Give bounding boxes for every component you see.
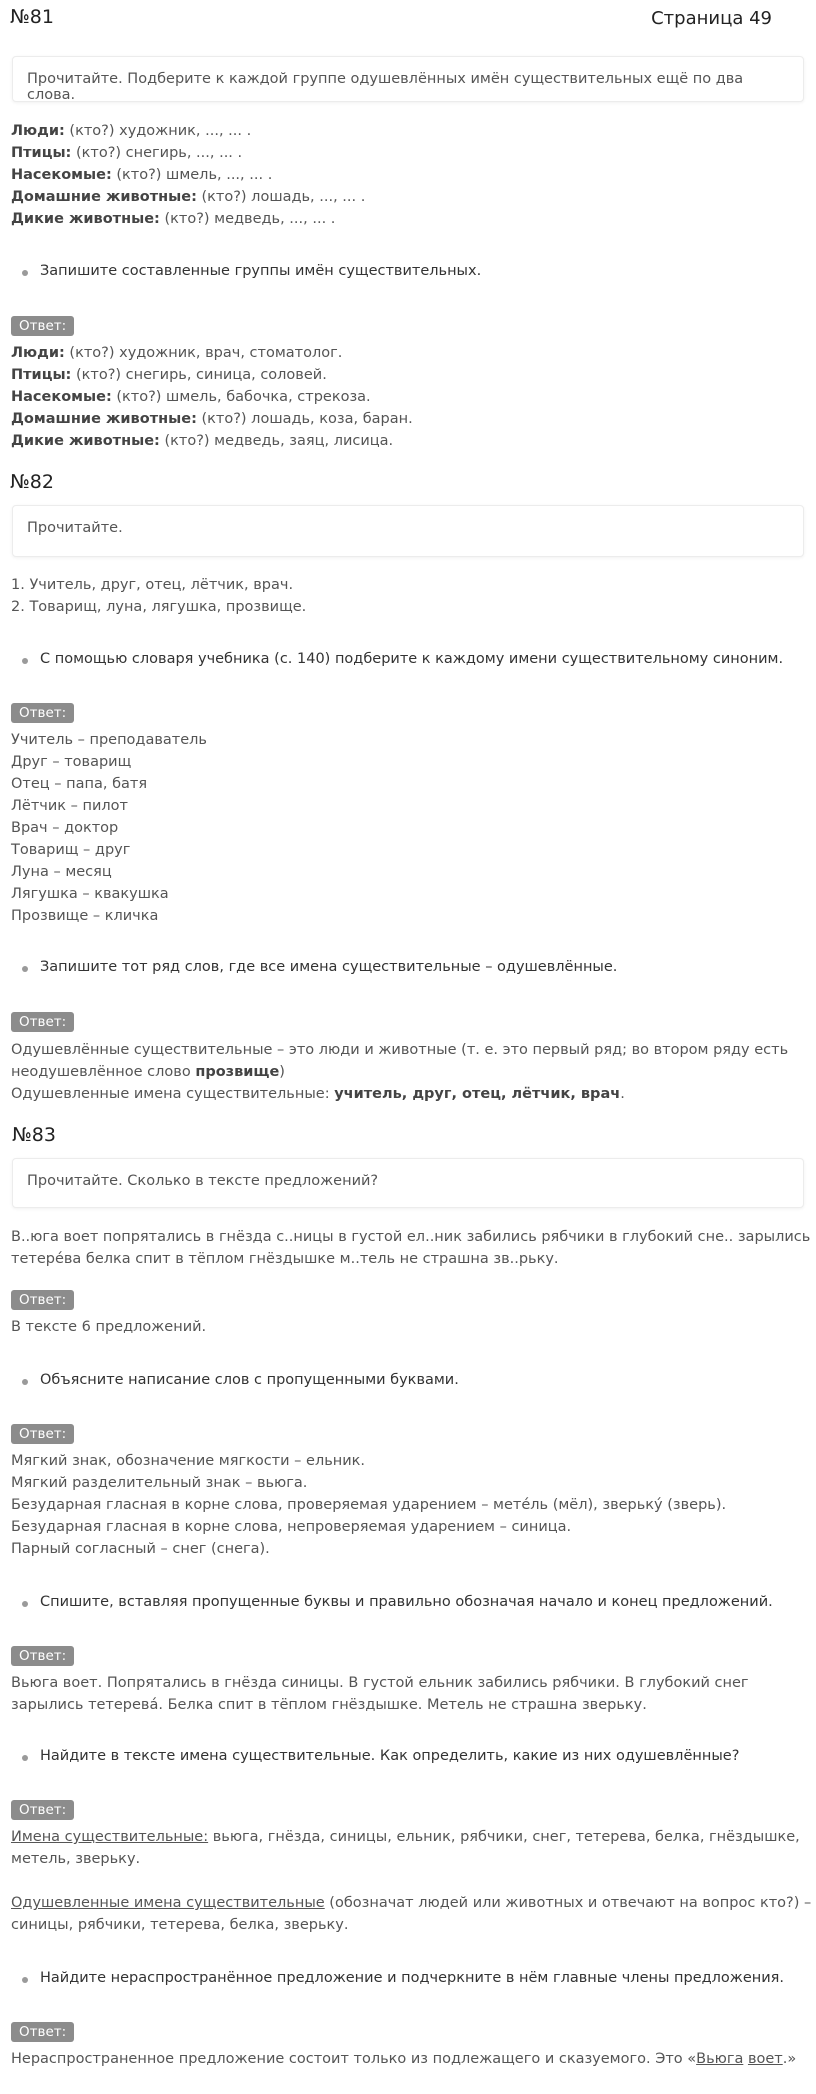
exercise-83-bullet-3: [22, 1748, 739, 1764]
exercise-83-bullet-1: [22, 1372, 459, 1388]
answer-line: Одушевлённые существительные – это люди и животные (т. е. это первый ряд; во втором ряду есть: [11, 1042, 789, 1058]
exercise-81-groups: [11, 120, 806, 230]
text-line: тетере́ва белка спит в тёплом гнёздышке м..тель не страшна зв..рьку.: [11, 1251, 559, 1267]
exercise-82-rows: [11, 574, 806, 618]
answer-line: [11, 386, 806, 408]
group-text: (кто?) снегирь, синица, соловей.: [71, 367, 327, 383]
bullet-text: Найдите нераспространённое предложение и подчеркните в нём главные члены предложения.: [40, 1970, 785, 1986]
word-row: 2. Товарищ, луна, лягушка, прозвище.: [11, 599, 307, 615]
exercise-83-final: [11, 2048, 806, 2070]
explain-line: Мягкий разделительный знак – вьюга.: [11, 1475, 308, 1491]
group-label: Домашние животные:: [11, 189, 197, 205]
group-label: Дикие животные:: [11, 433, 160, 449]
exercise-83-nouns: [11, 1826, 812, 1936]
exercise-81-answer: [11, 342, 806, 452]
group-label: Домашние животные:: [11, 411, 197, 427]
bullet-text: Запишите тот ряд слов, где все имена существительные – одушевлённые.: [40, 959, 618, 975]
explain-line: Мягкий знак, обозначение мягкости – ельник.: [11, 1453, 366, 1469]
animate-line: [11, 1892, 812, 1914]
exercise-82-answer: [11, 1039, 806, 1105]
group-text: (кто?) снегирь, ..., ... .: [71, 145, 243, 161]
text-line: В..юга воет попрятались в гнёзда с..ницы в густой ел..ник забились рябчики в глубокий сне.. зарылись: [11, 1229, 811, 1245]
synonym-line: Учитель – преподаватель: [11, 732, 207, 748]
exercise-82-task: [12, 505, 804, 557]
group-text: (кто?) шмель, бабочка, стрекоза.: [111, 389, 371, 405]
group-text: (кто?) художник, ..., ... .: [64, 123, 252, 139]
word-row: 1. Учитель, друг, отец, лётчик, врач.: [11, 577, 294, 593]
page-number: Страница 49: [651, 8, 772, 29]
exercise-81-title: №81: [10, 6, 54, 28]
answer-badge: Ответ:: [11, 703, 74, 723]
group-label: Насекомые:: [11, 389, 112, 405]
group-line: [11, 164, 806, 186]
group-label: Птицы:: [11, 145, 72, 161]
synonym-line: Врач – доктор: [11, 820, 119, 836]
bullet-text: Спишите, вставляя пропущенные буквы и правильно обозначая начало и конец предложений.: [40, 1594, 773, 1610]
exercise-81-bullet: [22, 263, 481, 279]
explain-line: Парный согласный – снег (снега).: [11, 1541, 270, 1557]
answer-text: Одушевленные имена существительные:: [11, 1086, 335, 1102]
explain-line: Безударная гласная в корне слова, непроверяемая ударением – синица.: [11, 1519, 572, 1535]
answer-bold: прозвище: [195, 1064, 280, 1080]
bullet-text: С помощью словаря учебника (с. 140) подберите к каждому имени существительному синоним.: [40, 651, 784, 667]
group-label: Насекомые:: [11, 167, 112, 183]
explain-line: Безударная гласная в корне слова, проверяемая ударением – мете́ль (мёл), зверьку́ (зверь).: [11, 1497, 727, 1513]
bullet-text: Запишите составленные группы имён существительных.: [40, 263, 482, 279]
exercise-83-answer-1: [11, 1316, 806, 1338]
group-line: [11, 142, 806, 164]
group-line: [11, 120, 806, 142]
group-text: (кто?) шмель, ..., ... .: [111, 167, 273, 183]
answer-line: В тексте 6 предложений.: [11, 1319, 207, 1335]
final-text: .»: [782, 2051, 797, 2067]
exercise-83-text: [11, 1226, 811, 1270]
exercise-83-task: [12, 1158, 804, 1208]
exercise-83-explanations: [11, 1450, 806, 1560]
exercise-82-bullet-2: [22, 959, 617, 975]
spacer: [11, 1870, 806, 1892]
answer-line: [11, 342, 806, 364]
exercise-83-bullet-2: [22, 1594, 773, 1610]
answer-line: [11, 364, 806, 386]
synonym-line: Прозвище – кличка: [11, 908, 159, 924]
animate-label: Одушевленные имена существительные: [11, 1895, 325, 1911]
exercise-83-title: №83: [12, 1124, 56, 1146]
nouns-text: вьюга, гнёзда, синицы, ельник, рябчики, снег, тетерева, белка, гнёздышке,: [208, 1829, 800, 1845]
synonym-line: Луна – месяц: [11, 864, 112, 880]
subject-word: Вьюга: [696, 2051, 744, 2067]
exercise-81-task: [12, 56, 804, 102]
group-text: (кто?) медведь, заяц, лисица.: [159, 433, 394, 449]
final-line: [11, 2048, 806, 2070]
answer-badge: Ответ:: [11, 1012, 74, 1032]
answer-badge: Ответ:: [11, 1424, 74, 1444]
synonym-line: Лягушка – квакушка: [11, 886, 169, 902]
answer-line: [11, 1083, 806, 1105]
group-line: [11, 208, 806, 230]
exercise-82-synonyms: [11, 729, 806, 927]
task-text: Прочитайте. Сколько в тексте предложений?: [27, 1173, 379, 1189]
answer-line: [11, 408, 806, 430]
group-label: Люди:: [11, 123, 65, 139]
task-text: Прочитайте.: [27, 520, 123, 536]
synonym-line: Лётчик – пилот: [11, 798, 128, 814]
copy-line: Вьюга воет. Попрятались в гнёзда синицы. В густой ельник забились рябчики. В глубокий снег: [11, 1675, 749, 1691]
synonym-line: Товарищ – друг: [11, 842, 131, 858]
exercise-83-bullet-4: [22, 1970, 784, 1986]
group-text: (кто?) медведь, ..., ... .: [159, 211, 336, 227]
nouns-line: метель, зверьку.: [11, 1851, 141, 1867]
answer-badge: Ответ:: [11, 1800, 74, 1820]
answer-text: ): [279, 1064, 285, 1080]
group-line: [11, 186, 806, 208]
answer-line: [11, 430, 806, 452]
animate-line: синицы, рябчики, тетерева, белка, зверьку.: [11, 1917, 349, 1933]
answer-badge: Ответ:: [11, 1290, 74, 1310]
group-label: Дикие животные:: [11, 211, 160, 227]
group-label: Птицы:: [11, 367, 72, 383]
answer-badge: Ответ:: [11, 2022, 74, 2042]
exercise-83-copy: [11, 1672, 806, 1716]
nouns-line: [11, 1826, 806, 1848]
bullet-text: Найдите в тексте имена существительные. Как определить, какие из них одушевлённые?: [40, 1748, 740, 1764]
group-text: (кто?) лошадь, коза, баран.: [196, 411, 413, 427]
animate-text: (обозначат людей или животных и отвечают на вопрос кто?) –: [324, 1895, 812, 1911]
exercise-82-bullet-1: [22, 651, 783, 667]
answer-text: .: [620, 1086, 625, 1102]
predicate-word: воет: [747, 2051, 783, 2067]
nouns-label: Имена существительные:: [11, 1829, 209, 1845]
bullet-text: Объясните написание слов с пропущенными буквами.: [40, 1372, 459, 1388]
answer-text: неодушевлённое слово: [11, 1064, 196, 1080]
final-text: Нераспространенное предложение состоит только из подлежащего и сказуемого. Это «: [11, 2051, 697, 2067]
answer-badge: Ответ:: [11, 1646, 74, 1666]
answer-bold: учитель, друг, отец, лётчик, врач: [334, 1086, 621, 1102]
group-text: (кто?) художник, врач, стоматолог.: [64, 345, 343, 361]
task-text: Прочитайте. Подберите к каждой группе одушевлённых имён существительных ещё по два слова.: [27, 71, 744, 103]
synonym-line: Отец – папа, батя: [11, 776, 148, 792]
copy-line: зарылись тетерева́. Белка спит в тёплом гнёздышке. Метель не страшна зверьку.: [11, 1697, 647, 1713]
answer-badge: Ответ:: [11, 316, 74, 336]
group-label: Люди:: [11, 345, 65, 361]
exercise-82-title: №82: [10, 471, 54, 493]
group-text: (кто?) лошадь, ..., ... .: [196, 189, 366, 205]
synonym-line: Друг – товарищ: [11, 754, 132, 770]
answer-line: [11, 1061, 806, 1083]
